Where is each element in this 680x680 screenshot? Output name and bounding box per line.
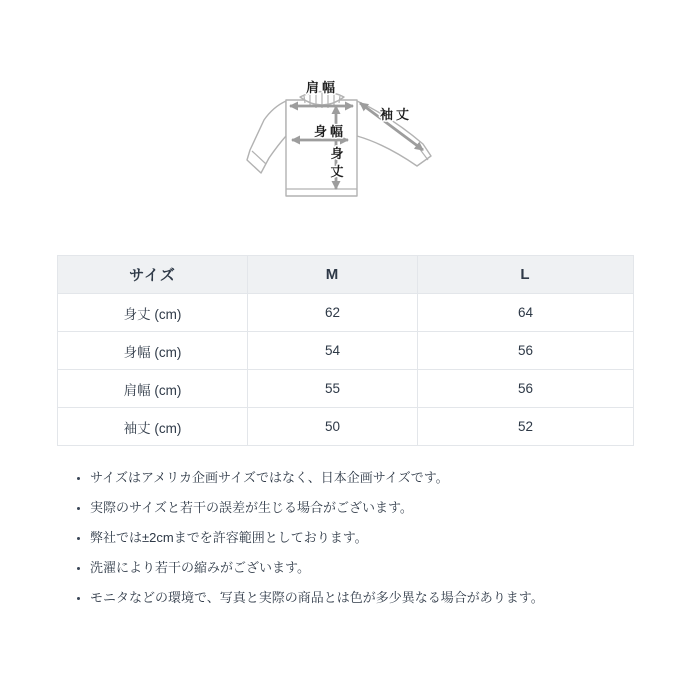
- value-m: 55: [248, 370, 418, 408]
- value-l: 64: [418, 294, 634, 332]
- shoulder-width-label: 肩幅: [305, 80, 339, 95]
- value-m: 54: [248, 332, 418, 370]
- value-l: 52: [418, 408, 634, 446]
- sleeve-length-label: 袖丈: [379, 107, 413, 122]
- size-table-header-row: [58, 256, 634, 294]
- note-item: • モニタなどの環境で、写真と実際の商品とは色が多少異なる場合があります。: [90, 588, 650, 608]
- table-row-sleeve-length: [58, 408, 634, 446]
- table-row-body-width: [58, 332, 634, 370]
- note-item: • 実際のサイズと若干の誤差が生じる場合がございます。: [90, 498, 650, 518]
- row-label: 身丈 (cm): [58, 294, 248, 332]
- size-table: [57, 255, 634, 446]
- column-header-m: M: [248, 256, 418, 294]
- value-m: 62: [248, 294, 418, 332]
- value-m: 50: [248, 408, 418, 446]
- value-l: 56: [418, 332, 634, 370]
- shirt-body: [286, 100, 357, 196]
- table-row-body-length: [58, 294, 634, 332]
- row-label: 身幅 (cm): [58, 332, 248, 370]
- table-row-shoulder-width: [58, 370, 634, 408]
- garment-measurement-diagram: [240, 70, 462, 238]
- note-item: • 洗濯により若干の縮みがございます。: [90, 558, 650, 578]
- row-label: 袖丈 (cm): [58, 408, 248, 446]
- note-item: • サイズはアメリカ企画サイズではなく、日本企画サイズです。: [90, 468, 650, 488]
- column-header-size: サイズ: [58, 256, 248, 294]
- body-width-label: 身幅: [313, 124, 347, 139]
- size-notes-list: [68, 468, 650, 618]
- body-length-label-bottom: 丈: [330, 164, 344, 179]
- value-l: 56: [418, 370, 634, 408]
- note-item: • 弊社では±2cmまでを許容範囲としております。: [90, 528, 650, 548]
- shirt-left-sleeve: [247, 101, 286, 173]
- row-label: 肩幅 (cm): [58, 370, 248, 408]
- column-header-l: L: [418, 256, 634, 294]
- body-length-label-top: 身: [330, 146, 344, 161]
